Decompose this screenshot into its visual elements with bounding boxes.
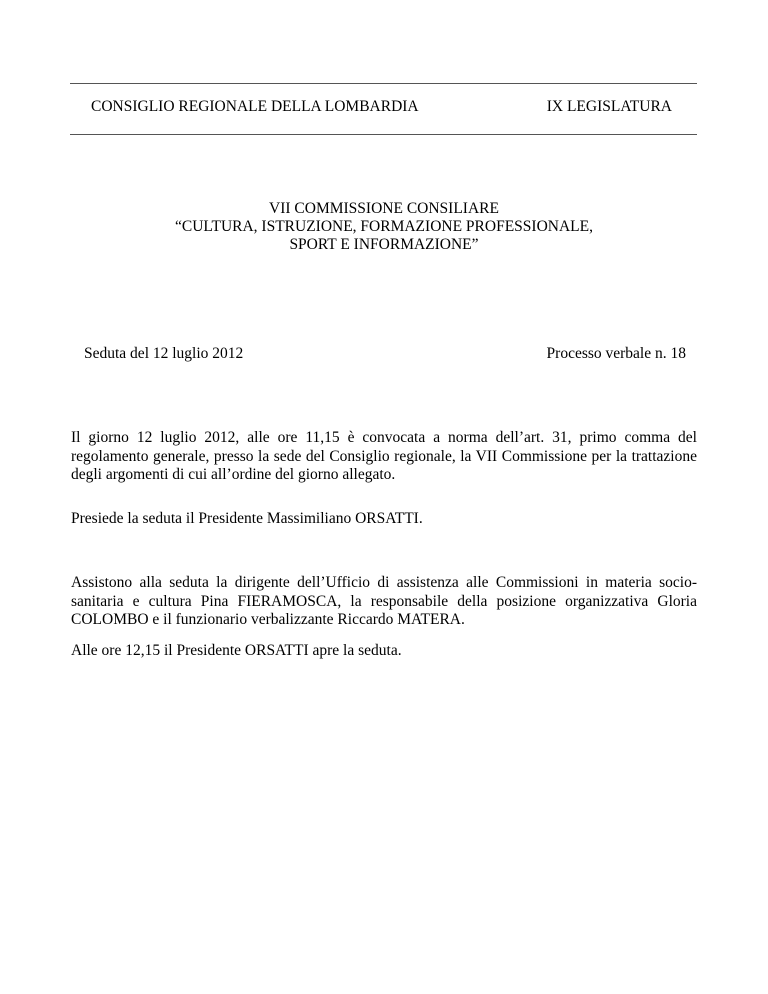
attendees-paragraph: Assistono alla seduta la dirigente dell’Ufficio di assistenza alle Commissioni in materia socio-sanitaria e cultura Pina FIERAMOSCA, la responsabile della posizione organizzativa Gloria COLOMBO e il funzionario verbalizzante Riccardo MATERA.: [71, 574, 697, 628]
session-date: Seduta del 12 luglio 2012: [84, 345, 244, 362]
commission-title-line-2: “CULTURA, ISTRUZIONE, FORMAZIONE PROFESSIONALE,: [175, 218, 593, 235]
header-top-rule: [70, 83, 697, 84]
chair-paragraph: Presiede la seduta il Presidente Massimiliano ORSATTI.: [71, 510, 423, 527]
commission-title: [0, 200, 768, 254]
header-bottom-rule: [70, 134, 697, 135]
commission-title-line-1: VII COMMISSIONE CONSILIARE: [269, 200, 499, 217]
legislature-label: IX LEGISLATURA: [546, 98, 672, 115]
council-name: CONSIGLIO REGIONALE DELLA LOMBARDIA: [91, 98, 419, 115]
commission-title-line-3: SPORT E INFORMAZIONE”: [289, 236, 479, 253]
convocation-paragraph: Il giorno 12 luglio 2012, alle ore 11,15 è convocata a norma dell’art. 31, primo comma del regolamento generale, presso la sede del Consiglio regionale, la VII Commissione per la trattazione degli argomenti di cui all’ordine del giorno allegato.: [71, 429, 697, 483]
opening-paragraph: Alle ore 12,15 il Presidente ORSATTI apre la seduta.: [71, 642, 402, 659]
minutes-number: Processo verbale n. 18: [546, 345, 686, 362]
